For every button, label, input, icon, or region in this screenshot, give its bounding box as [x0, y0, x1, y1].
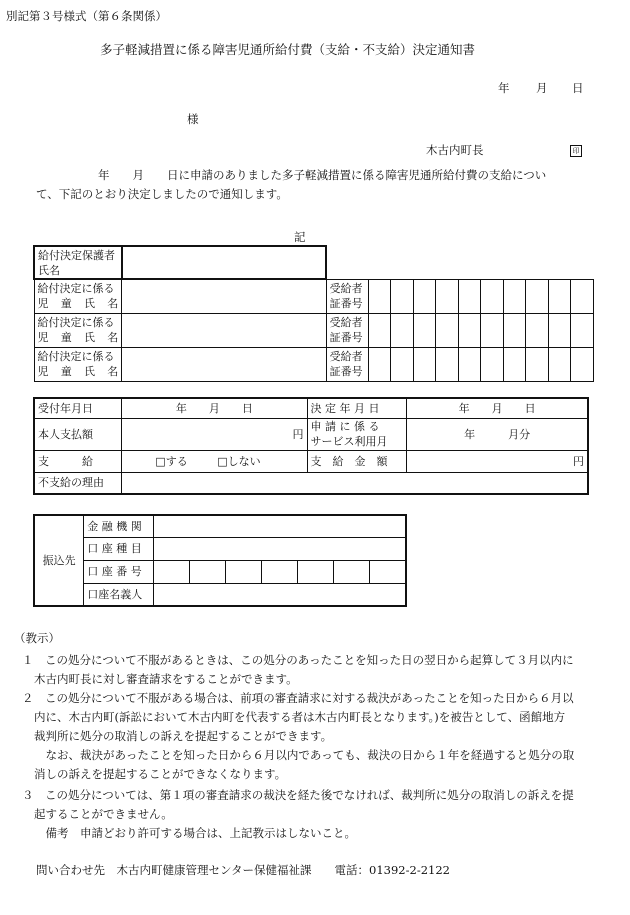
recipient-digit[interactable] — [548, 279, 571, 313]
recipient-digit[interactable] — [368, 347, 391, 381]
notice-line: 裁判所に処分の取消しの訴えを提起することができます。 — [34, 729, 333, 743]
recipient-digit[interactable] — [548, 347, 571, 381]
recipient-digit[interactable] — [526, 313, 549, 347]
recipient-digit[interactable] — [436, 313, 459, 347]
bank-table — [33, 514, 407, 607]
recipient-digit[interactable] — [436, 347, 459, 381]
recipient-label-2: 受給者 証番号 — [326, 313, 368, 347]
account-type-field[interactable] — [153, 537, 406, 560]
bank-label: 金 融 機 関 — [84, 515, 154, 537]
recipient-digit[interactable] — [368, 313, 391, 347]
recipient-digit[interactable] — [436, 279, 459, 313]
recipient-digit[interactable] — [481, 313, 504, 347]
recipient-digit[interactable] — [391, 313, 414, 347]
recipient-digit[interactable] — [503, 279, 526, 313]
recipient-digit[interactable] — [368, 279, 391, 313]
notice-remark: 備考 申請どおり許可する場合は、上記教示はしないこと。 — [34, 826, 356, 840]
intro-line-2: て、下記のとおり決定しましたので通知します。 — [36, 187, 288, 201]
account-digit[interactable] — [298, 560, 334, 583]
child-label-1: 給付決定に係る 児 童 氏 名 — [34, 279, 122, 313]
recipient-digit[interactable] — [413, 347, 436, 381]
recipient-label-3: 受給者 証番号 — [326, 347, 368, 381]
date-year: 年 — [498, 81, 510, 95]
recipient-digit[interactable] — [571, 347, 594, 381]
recipient-digit[interactable] — [548, 313, 571, 347]
date-month: 月 — [536, 81, 548, 95]
form-number: 別記第３号様式（第６条関係） — [6, 9, 167, 23]
contact-info: 問い合わせ先 木古内町健康管理センター保健福祉課 電話：01392-2-2122 — [36, 863, 450, 877]
issuer-name: 木古内町長 — [426, 143, 484, 157]
decision-date-field[interactable]: 年 月 日 — [407, 398, 588, 418]
notice-line: ３ この処分については、第１項の審査請求の裁決を経た後でなければ、裁判所に処分の取消しの訴えを提 — [22, 788, 574, 802]
recipient-digit[interactable] — [391, 279, 414, 313]
recipient-digit[interactable] — [481, 279, 504, 313]
receipt-date-field[interactable]: 年 月 日 — [122, 398, 307, 418]
transfer-label: 振込先 — [34, 515, 84, 606]
notice-line: １ この処分について不服があるときは、この処分のあったことを知った日の翌日から起算して３月以内に — [22, 653, 574, 667]
decision-table — [33, 397, 589, 495]
account-holder-label: 口座名義人 — [84, 583, 154, 606]
payment-label: 支 給 — [34, 450, 122, 472]
child-name-field-1[interactable] — [122, 279, 326, 313]
recipient-digit[interactable] — [458, 347, 481, 381]
self-pay-label: 本人支払額 — [34, 418, 122, 450]
receipt-date-label: 受付年月日 — [34, 398, 122, 418]
account-digit[interactable] — [189, 560, 225, 583]
seal-icon: 印 — [570, 145, 582, 157]
recipient-digit[interactable] — [526, 279, 549, 313]
recipient-label-1: 受給者 証番号 — [326, 279, 368, 313]
notice-line: 木古内町長に対し審査請求をすることができます。 — [34, 672, 298, 686]
guardian-label: 給付決定保護者 氏名 — [34, 246, 122, 279]
date-day: 日 — [572, 81, 584, 95]
service-month-label: 申 請 に 係 る サービス利用月 — [307, 418, 407, 450]
account-number-label: 口 座 番 号 — [84, 560, 154, 583]
recipient-digit[interactable] — [458, 313, 481, 347]
guardian-name-field[interactable] — [122, 246, 326, 279]
decision-date-label: 決 定 年 月 日 — [307, 398, 407, 418]
notice-line: 内に、木古内町(訴訟において木古内町を代表する者は木古内町長となります。)を被告として、函館地方 — [34, 710, 566, 724]
bank-field[interactable] — [153, 515, 406, 537]
child-label-2: 給付決定に係る 児 童 氏 名 — [34, 313, 122, 347]
account-digit[interactable] — [334, 560, 370, 583]
addressee-suffix: 様 — [187, 112, 199, 126]
page-title: 多子軽減措置に係る障害児通所給付費（支給・不支給）決定通知書 — [100, 42, 476, 57]
nonpay-reason-label: 不支給の理由 — [34, 472, 122, 494]
recipient-digit[interactable] — [503, 347, 526, 381]
payment-amount-label: 支 給 金 額 — [307, 450, 407, 472]
notice-line: 起することができません。 — [34, 807, 173, 821]
recipient-digit[interactable] — [526, 347, 549, 381]
account-digit[interactable] — [262, 560, 298, 583]
payment-options — [122, 450, 307, 472]
nonpay-reason-field[interactable] — [122, 472, 588, 494]
account-digit[interactable] — [226, 560, 262, 583]
child-label-3: 給付決定に係る 児 童 氏 名 — [34, 347, 122, 381]
ki-heading: 記 — [294, 230, 306, 244]
recipient-digit[interactable] — [571, 313, 594, 347]
notice-line: ２ この処分について不服がある場合は、前項の審査請求に対する裁決があったことを知った日から６月以 — [22, 691, 574, 705]
notice-line: 消しの訴えを提起することができなくなります。 — [34, 767, 287, 781]
option-no-checkbox[interactable]: □しない — [217, 454, 261, 468]
seal-mark — [570, 143, 582, 157]
recipient-digit[interactable] — [571, 279, 594, 313]
recipient-digit[interactable] — [413, 279, 436, 313]
recipient-digit[interactable] — [481, 347, 504, 381]
account-digit[interactable] — [370, 560, 406, 583]
notice-line: なお、裁決があったことを知った日から６月以内であっても、裁決の日から１年を経過すると処分の取 — [34, 748, 575, 762]
recipient-digit[interactable] — [503, 313, 526, 347]
account-digit[interactable] — [153, 560, 189, 583]
account-holder-field[interactable] — [153, 583, 406, 606]
account-type-label: 口 座 種 目 — [84, 537, 154, 560]
recipient-digit[interactable] — [413, 313, 436, 347]
payment-amount-field[interactable]: 円 — [407, 450, 588, 472]
child-table — [33, 245, 594, 382]
option-yes-checkbox[interactable]: □する — [155, 454, 188, 468]
child-name-field-2[interactable] — [122, 313, 326, 347]
service-month-field[interactable]: 年 月分 — [407, 418, 588, 450]
recipient-digit[interactable] — [458, 279, 481, 313]
child-name-field-3[interactable] — [122, 347, 326, 381]
self-pay-field[interactable]: 円 — [122, 418, 307, 450]
recipient-digit[interactable] — [391, 347, 414, 381]
intro-line-1: 年 月 日に申請のありました多子軽減措置に係る障害児通所給付費の支給につい — [98, 168, 547, 182]
notice-heading: （教示） — [14, 631, 60, 645]
